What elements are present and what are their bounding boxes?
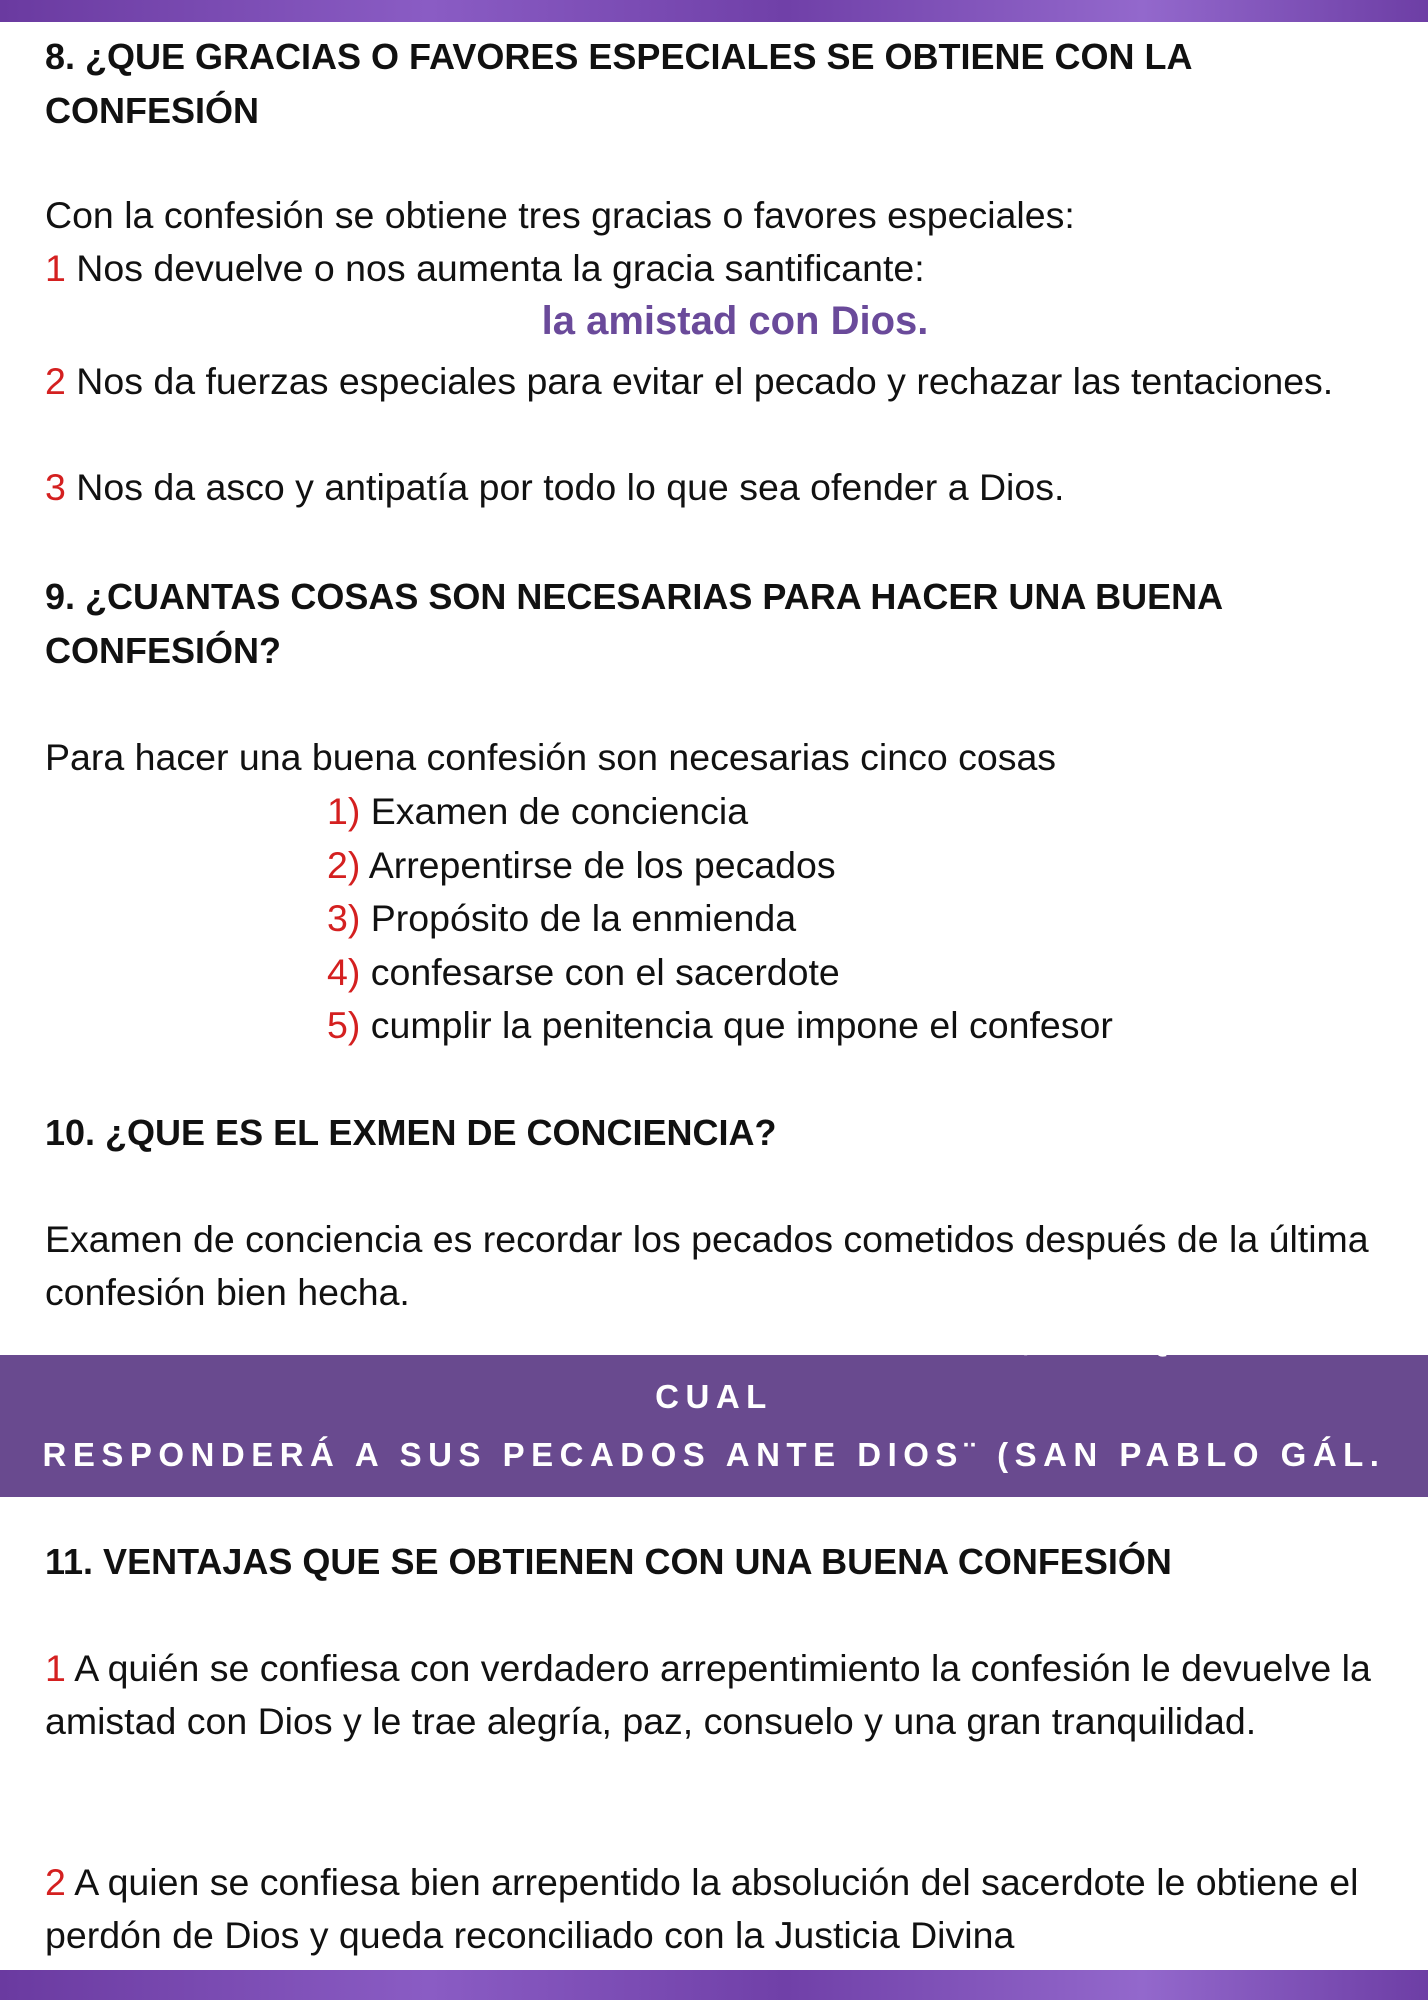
item-number: 3 xyxy=(45,466,66,508)
list-number: 5) xyxy=(327,1004,361,1046)
item-number: 1 xyxy=(45,1647,66,1689)
quote-line-1: ¨CADA UNO EXAMINE SU PROPIA CONDUCTA, PORQUE CADA CUAL xyxy=(55,1320,1373,1415)
item-number: 1 xyxy=(45,247,66,289)
list-text: confesarse con el sacerdote xyxy=(360,950,840,993)
question-8-item-3 xyxy=(45,461,1405,514)
item-text: Nos da asco y antipatía por todo lo que sea ofender a Dios. xyxy=(65,466,1065,508)
top-decorative-bar xyxy=(0,0,1428,22)
question-11-item-1 xyxy=(45,1642,1405,1748)
question-11-item-2 xyxy=(45,1856,1405,1962)
question-8-item-1 xyxy=(45,242,1405,295)
quote-banner xyxy=(0,1320,1428,1531)
list-number: 4) xyxy=(327,950,361,993)
question-8-intro: Con la confesión se obtiene tres gracias o favores especiales: xyxy=(45,194,1075,236)
list-text: Propósito de la enmienda xyxy=(360,897,797,939)
question-8-item-2 xyxy=(45,355,1405,408)
question-10-heading: 10. ¿QUE ES EL EXMEN DE CONCIENCIA? xyxy=(45,1112,777,1153)
bottom-decorative-bar xyxy=(0,1970,1428,2000)
quote-text xyxy=(14,1310,1414,1542)
question-8-heading: 8. ¿QUE GRACIAS O FAVORES ESPECIALES SE OBTIENE CON LA CONFESIÓN xyxy=(45,36,1192,131)
list-item xyxy=(327,892,1113,946)
item-text: Nos da fuerzas especiales para evitar el pecado y rechazar las tentaciones. xyxy=(65,360,1334,402)
highlight-amistad: la amistad con Dios. xyxy=(541,299,929,343)
list-item xyxy=(327,785,1113,839)
list-item xyxy=(327,946,1113,1000)
list-text: Examen de conciencia xyxy=(360,790,749,832)
question-9-list xyxy=(327,785,1113,1053)
item-text: Nos devuelve o nos aumenta la gracia santificante: xyxy=(65,247,925,289)
quote-line-2: RESPONDERÁ A SUS PECADOS ANTE DIOS¨ (SAN PABLO GÁL. 6,4) xyxy=(42,1436,1386,1531)
item-text: A quién se confiesa con verdadero arrepentimiento la confesión le devuelve la amistad con Dios y le trae alegría, paz, consuelo y una gran tranquilidad. xyxy=(45,1647,1371,1742)
item-number: 2 xyxy=(45,1861,66,1903)
list-number: 3) xyxy=(327,897,361,939)
list-number: 2) xyxy=(327,843,361,886)
question-11-heading: 11. VENTAJAS QUE SE OBTIENEN CON UNA BUENA CONFESIÓN xyxy=(45,1541,1172,1582)
list-item xyxy=(327,839,1113,893)
list-text: cumplir la penitencia que impone el confesor xyxy=(360,1004,1113,1046)
question-10-answer: Examen de conciencia es recordar los pecados cometidos después de la última confesión bien hecha. xyxy=(45,1218,1369,1313)
item-text: A quien se confiesa bien arrepentido la absolución del sacerdote le obtiene el perdón de Dios y queda reconciliado con la Justicia Divina xyxy=(45,1861,1359,1956)
list-text: Arrepentirse de los pecados xyxy=(360,843,836,886)
list-number: 1) xyxy=(327,790,361,832)
question-9-heading: 9. ¿CUANTAS COSAS SON NECESARIAS PARA HACER UNA BUENA CONFESIÓN? xyxy=(45,576,1222,671)
list-item xyxy=(327,999,1113,1053)
item-number: 2 xyxy=(45,360,66,402)
question-9-intro: Para hacer una buena confesión son necesarias cinco cosas xyxy=(45,736,1057,778)
